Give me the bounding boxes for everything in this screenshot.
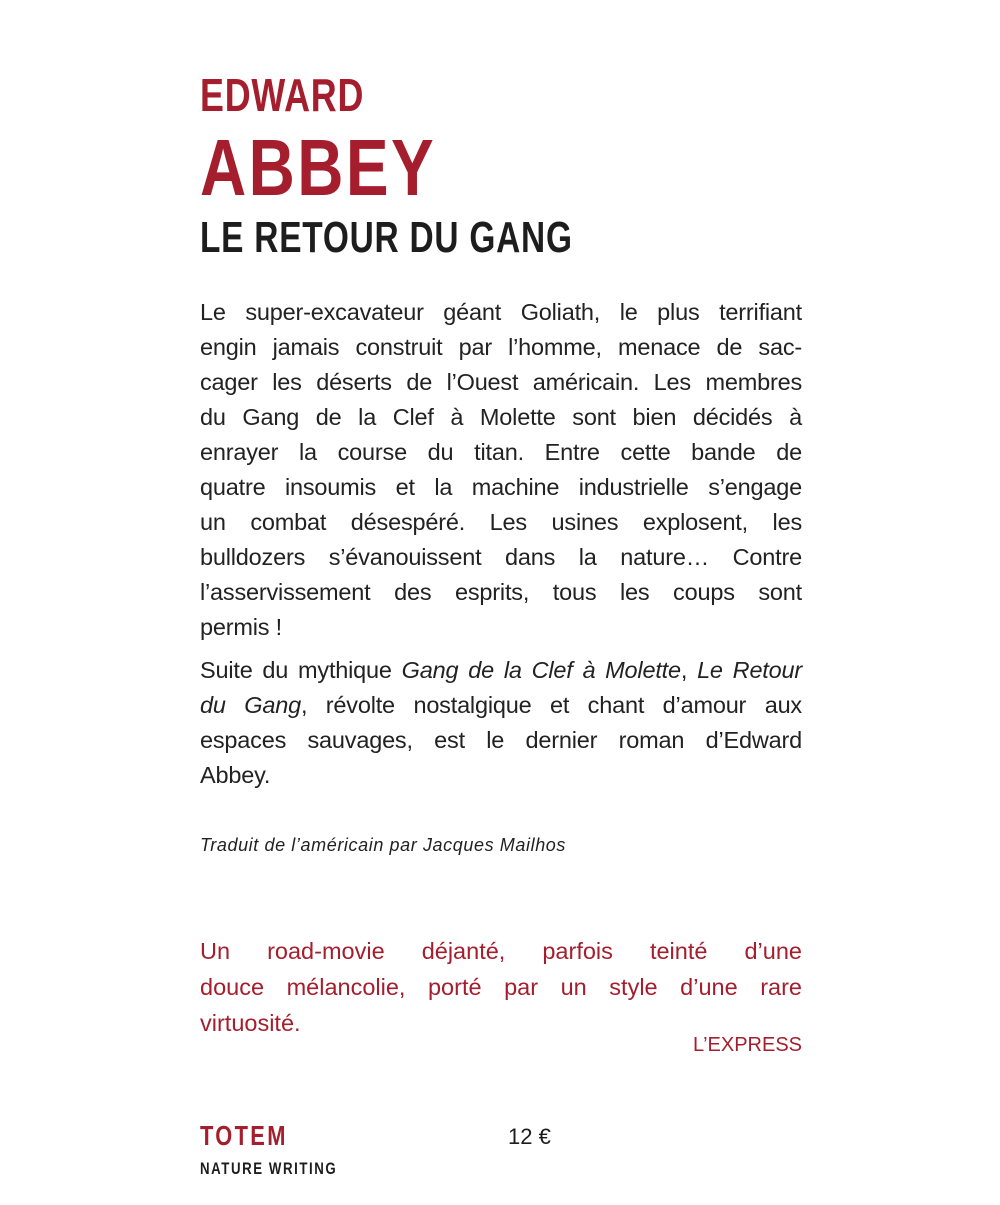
synopsis-line: permis ! — [200, 614, 282, 640]
synopsis-line: un combat désespéré. Les usines explosent, les — [200, 509, 802, 535]
press-quote — [200, 933, 802, 1041]
synopsis-line: engin jamais construit par l’homme, menace de sac- — [200, 334, 802, 360]
quote-line: douce mélancolie, porté par un style d’une rare — [200, 974, 802, 1000]
collection-name: NATURE WRITING — [200, 1159, 338, 1178]
synopsis-line: quatre insoumis et la machine industrielle s’engage — [200, 474, 802, 500]
book-title: LE RETOUR DU GANG — [200, 213, 573, 262]
synopsis-paragraph-2 — [200, 653, 802, 793]
synopsis-line: cager les déserts de l’Ouest américain. Les membres — [200, 369, 802, 395]
synopsis-line: l’asservissement des esprits, tous les coups sont — [200, 579, 802, 605]
translator-credit: Traduit de l’américain par Jacques Mailhos — [200, 835, 567, 855]
author-first-name: EDWARD — [200, 69, 365, 121]
synopsis-line: bulldozers s’évanouissent dans la nature… Contre — [200, 544, 802, 570]
text: , révolte nostalgique et chant d’amour aux — [300, 692, 802, 718]
synopsis-line: Le super-excavateur géant Goliath, le plus terrifiant — [200, 299, 802, 325]
text: Suite du mythique — [200, 657, 402, 683]
quote-source: L’EXPRESS — [693, 1034, 802, 1056]
italic-title: du Gang — [200, 692, 301, 718]
synopsis-line: enrayer la course du titan. Entre cette bande de — [200, 439, 802, 465]
italic-title: Gang de la Clef à Molette — [401, 657, 681, 683]
synopsis-line — [200, 688, 802, 723]
synopsis-line: espaces sauvages, est le dernier roman d’Edward — [200, 727, 802, 753]
synopsis-line — [200, 653, 802, 688]
synopsis-line: Abbey. — [200, 762, 271, 788]
italic-title: Le Retour — [697, 657, 803, 683]
text: , — [680, 657, 698, 683]
synopsis — [200, 295, 802, 645]
quote-line: virtuosité. — [200, 1010, 301, 1036]
publisher-logo: TOTEM — [200, 1120, 288, 1151]
author-last-name: ABBEY — [200, 123, 437, 212]
synopsis-line: du Gang de la Clef à Molette sont bien décidés à — [200, 404, 802, 430]
quote-line: Un road-movie déjanté, parfois teinté d’une — [200, 938, 802, 964]
price: 12 € — [508, 1124, 551, 1149]
